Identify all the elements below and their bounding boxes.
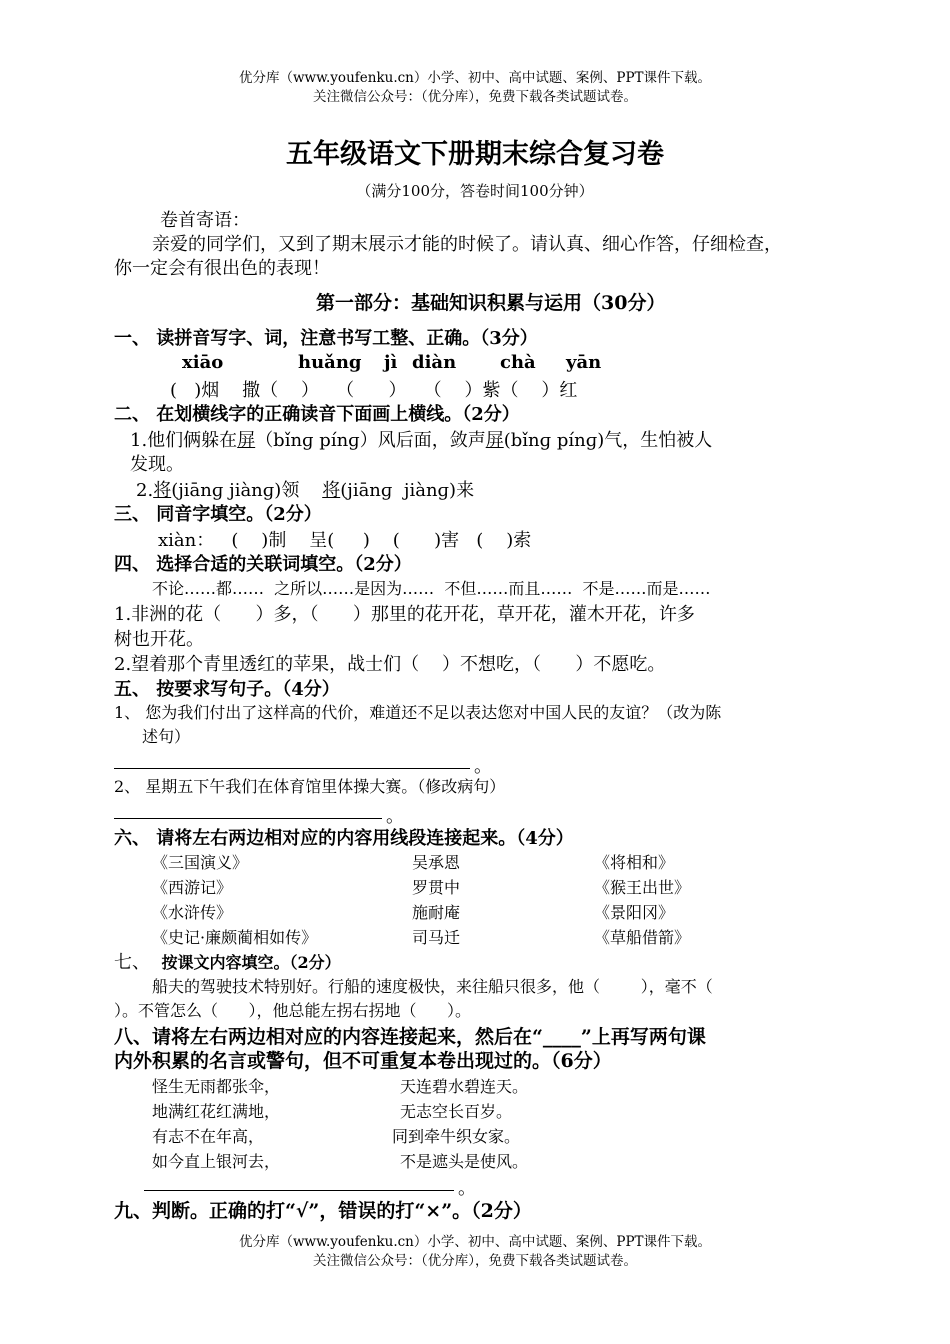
q8-title-b: 内外积累的名言或警句，但不可重复本卷出现过的。（6分） <box>114 1050 612 1072</box>
answer-line-2[interactable] <box>114 818 382 819</box>
q8-right-1: 天连碧水碧连天。 <box>400 1077 529 1096</box>
q7-text-a: 船夫的驾驶技术特别好。行船的速度极快，来往船只很多，他（ ），毫不（ <box>152 977 713 996</box>
q6-left-4: 《史记·廉颇蔺相如传》 <box>152 928 318 947</box>
q8-right-4: 不是遮头是使风。 <box>400 1152 529 1171</box>
footer-line-2: 关注微信公众号：（优分库），免费下载各类试题试卷。 <box>313 1253 637 1269</box>
q8-left-4: 如今直上银河去， <box>152 1152 281 1171</box>
q6-right-3: 《景阳冈》 <box>594 903 675 922</box>
q2-sentence-1: 1.他们俩躲在屏（bǐnɡ pínɡ）风后面，敛声屏(bǐnɡ pínɡ)气，生怕被人 <box>130 430 713 451</box>
q1-pinyin-3: jì <box>384 352 398 373</box>
q8-end: 。 <box>458 1178 476 1199</box>
q1-pinyin-4: diàn <box>412 352 457 373</box>
q5-end-2: 。 <box>386 806 404 827</box>
underlined-char: 屏 <box>237 430 256 451</box>
q1-blanks: ( )烟 撒（ ） （ ） （ ）紫（ ）红 <box>170 380 578 401</box>
q4-title: 四、 选择合适的关联词填空。（2分） <box>114 554 412 575</box>
q4-sentence-1: 1.非洲的花（ ）多，（ ）那里的花开花，草开花，灌木开花，许多 <box>114 604 695 625</box>
q7-text-b: ）。不管怎么（ ），他总能左拐右拐地（ ）。 <box>114 1001 472 1020</box>
q2-title: 二、 在划横线字的正确读音下面画上横线。（2分） <box>114 404 520 425</box>
q2-sentence-1-cont: 发现。 <box>130 454 184 475</box>
q6-left-1: 《三国演义》 <box>152 853 249 872</box>
q7-title: 七、 按课文内容填空。（2分） <box>114 952 341 973</box>
preface-text-b: 你一定会有很出色的表现！ <box>114 258 330 279</box>
q6-right-2: 《猴王出世》 <box>594 878 691 897</box>
q8-left-3: 有志不在年高， <box>152 1127 265 1146</box>
q5-sentence-1-cont: 述句） <box>142 727 191 746</box>
q8-right-2: 无志空长百岁。 <box>400 1102 513 1121</box>
q1-pinyin-5: chà <box>500 352 536 373</box>
q3-blanks: xiàn： ( )制 呈( ) ( )害 ( )索 <box>158 530 532 551</box>
q8-title-a: 八、请将左右两边相对应的内容连接起来，然后在“____”上再写两句课 <box>114 1026 706 1048</box>
q6-right-1: 《将相和》 <box>594 853 675 872</box>
q9-title: 九、判断。正确的打“√”，错误的打“×”。（2分） <box>114 1200 532 1222</box>
q1-pinyin-6: yān <box>566 352 602 373</box>
q8-left-2: 地满红花红满地， <box>152 1102 281 1121</box>
header-line-1: 优分库（www.youfenku.cn）小学、初中、高中试题、案例、PPT课件下载。 <box>238 70 712 86</box>
q6-left-2: 《西游记》 <box>152 878 233 897</box>
q1-pinyin-1: xiāo <box>182 352 224 373</box>
underlined-char: 将 <box>322 480 341 501</box>
q6-mid-4: 司马迁 <box>412 928 461 947</box>
q5-sentence-2: 2、 星期五下午我们在体育馆里体操大赛。（修改病句） <box>114 777 506 796</box>
q4-sentence-2: 2.望着那个青里透红的苹果，战士们（ ）不想吃，（ ）不愿吃。 <box>114 654 666 675</box>
q6-title: 六、 请将左右两边相对应的内容用线段连接起来。（4分） <box>114 828 574 849</box>
answer-line-3[interactable] <box>144 1190 454 1191</box>
preface-text-a: 亲爱的同学们，又到了期末展示才能的时候了。请认真、细心作答，仔细检查， <box>152 234 782 255</box>
q6-right-4: 《草船借箭》 <box>594 928 691 947</box>
header-line-2: 关注微信公众号：（优分库），免费下载各类试题试卷。 <box>313 89 637 105</box>
q3-title: 三、 同音字填空。（2分） <box>114 504 322 525</box>
q8-right-3: 同到牵牛织女家。 <box>392 1127 521 1146</box>
underlined-char: 将 <box>153 480 172 501</box>
q5-sentence-1: 1、 您为我们付出了这样高的代价，难道还不足以表达您对中国人民的友谊？（改为陈 <box>114 703 722 722</box>
page-title: 五年级语文下册期末综合复习卷 <box>286 139 664 170</box>
q1-title: 一、 读拼音写字、词，注意书写工整、正确。（3分） <box>114 328 538 349</box>
q5-title: 五、 按要求写句子。（4分） <box>114 679 340 700</box>
q6-mid-2: 罗贯中 <box>412 878 461 897</box>
q2-sentence-2: 2.将(jiānɡ jiànɡ)领 将(jiānɡ jiànɡ)来 <box>136 480 475 501</box>
q6-left-3: 《水浒传》 <box>152 903 233 922</box>
q6-mid-1: 吴承恩 <box>412 853 461 872</box>
q4-sentence-1-cont: 树也开花。 <box>114 629 204 650</box>
q4-options: 不论……都…… 之所以……是因为…… 不但……而且…… 不是……而是…… <box>152 579 711 598</box>
preface-label: 卷首寄语： <box>160 210 250 231</box>
part1-heading: 第一部分：基础知识积累与运用（30分） <box>316 292 666 314</box>
page-subtitle: （满分100分，答卷时间100分钟） <box>356 182 594 200</box>
footer-line-1: 优分库（www.youfenku.cn）小学、初中、高中试题、案例、PPT课件下载。 <box>238 1234 712 1250</box>
q8-left-1: 怪生无雨都张伞， <box>152 1077 281 1096</box>
answer-line-1[interactable] <box>114 768 470 769</box>
q6-mid-3: 施耐庵 <box>412 903 461 922</box>
q5-end-1: 。 <box>474 756 492 777</box>
q1-pinyin-2: huǎng <box>298 352 362 373</box>
underlined-char: 屏 <box>485 430 504 451</box>
